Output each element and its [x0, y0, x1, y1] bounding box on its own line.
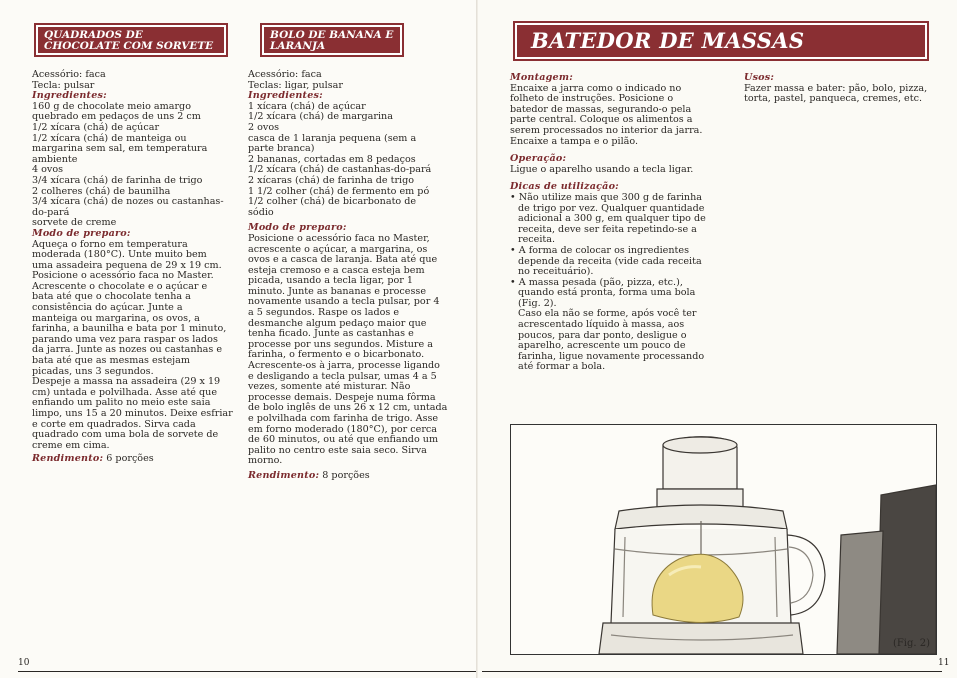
method-line: Aqueça o forno em temperatura [32, 238, 188, 250]
ingredient-line: casca de 1 laranja pequena (sem a [248, 132, 417, 144]
tip-line: depende da receita (vide cada receita [518, 255, 702, 267]
method-line: parando uma vez para raspar os lados [32, 333, 218, 345]
recipe2-yield-label: Rendimento: [248, 469, 320, 481]
recipe1-accessory: Acessório: faca [32, 69, 106, 80]
ingredient-line: 2 ovos [248, 121, 280, 133]
tip-item [510, 193, 730, 246]
method-line: farinha, o fermento e o bicarbonato. [248, 349, 425, 361]
recipe2-yield-value: 8 porções [322, 469, 370, 481]
method-line: e polvilhada com farinha de trigo. Asse [248, 413, 439, 424]
method-line: creme em cima. [32, 439, 110, 451]
mounting-line: folheto de instruções. Posicione o [510, 93, 674, 105]
tip-line: adicional a 300 g, em qualquer tipo de [518, 213, 706, 225]
method-line: Acrescente-os à jarra, processe ligando [248, 360, 440, 372]
right-bottom-rule [482, 671, 942, 672]
method-line: tenha ficado. Junte as castanhas e [248, 328, 414, 340]
recipe1-key: Tecla: pulsar [32, 79, 95, 91]
tip-line: até formar a bola. [518, 361, 606, 373]
bullet-icon: • [510, 191, 519, 203]
method-line: acrescente o açúcar, a margarina, os [248, 243, 428, 255]
ingredient-line: parte branca) [248, 143, 315, 155]
method-line: de 60 minutos, ou até que enfiando um [248, 434, 439, 446]
method-line: moderada (180°C). Unte muito bem [32, 249, 207, 261]
method-line: de bolo inglês de uns 26 x 12 cm, untada [248, 402, 448, 414]
method-line: picada, usando a tecla ligar, por 1 [248, 275, 414, 287]
tip-line: farinha, ligue novamente processando [518, 350, 705, 362]
tip-line: aparelho, acrescente um pouco de [518, 340, 686, 352]
method-line: em forno moderado (180°C), por cerca [248, 423, 438, 435]
recipe2-title-line2: LARANJA [270, 40, 326, 52]
ingredient-line: do-pará [32, 206, 70, 218]
bullet-icon: • [510, 244, 519, 256]
method-line: esteja cremoso e a casca esteja bem [248, 264, 425, 276]
method-line: Posicione o acessório faca no Master, [248, 232, 430, 244]
ingredient-line: ambiente [32, 153, 78, 165]
method-line: a 5 segundos. Raspe os lados e [248, 307, 400, 319]
method-line: minuto. Junte as bananas e processe [248, 285, 426, 297]
recipe2-ingredients-list [248, 102, 460, 219]
operation-line: Ligue o aparelho usando a tecla ligar. [510, 163, 694, 175]
method-line: quadrado com uma bola de sorvete de [32, 429, 219, 441]
method-line: manteiga ou margarina, os ovos, a [32, 312, 200, 324]
mounting-line: Encaixe a jarra como o indicado no [510, 82, 682, 94]
method-line: da jarra. Junte as nozes ou castanhas e [32, 344, 223, 356]
ingredient-line: 2 xícaras (chá) de farinha de trigo [248, 174, 415, 186]
recipe1-title-line2: CHOCOLATE COM SORVETE [44, 40, 214, 52]
page-number-left: 10 [18, 658, 30, 668]
ingredient-line: quebrado em pedaços de uns 2 cm [32, 111, 201, 123]
tip-line: receita. [518, 234, 556, 246]
ingredient-line: 4 ovos [32, 164, 64, 176]
recipe1-title-line1: QUADRADOS DE [44, 29, 143, 41]
method-line: vezes, somente até misturar. Não [248, 381, 411, 393]
figure-food-processor [510, 424, 937, 655]
recipe1-ingredients-list [32, 102, 237, 229]
method-line: morno. [248, 455, 283, 467]
ingredient-line: 1/2 colher (chá) de bicarbonato de [248, 196, 417, 208]
method-line: e corte em quadrados. Sirva cada [32, 418, 196, 430]
recipe2-accessory: Acessório: faca [248, 69, 322, 80]
recipe2-column [248, 70, 460, 482]
uses-heading: Usos: [744, 72, 775, 83]
mounting-text [510, 84, 730, 148]
recipe1-yield [32, 454, 237, 465]
tip-item [510, 278, 730, 373]
recipe1-method-heading: Modo de preparo: [32, 227, 131, 239]
method-line: consistência do açúcar. Junte a [32, 302, 183, 314]
instructions-column [510, 73, 730, 373]
recipe2-method-text [248, 234, 460, 467]
method-line: novamente usando a tecla pulsar, por 4 [248, 296, 440, 308]
page-number-right: 11 [938, 658, 950, 668]
uses-column [744, 73, 949, 105]
bullet-icon: • [510, 276, 519, 288]
recipe2-yield [248, 471, 460, 482]
ingredient-line: 2 colheres (chá) de baunilha [32, 185, 171, 197]
ingredient-line: sorvete de creme [32, 217, 117, 229]
section-banner: BATEDOR DE MASSAS [515, 23, 927, 59]
method-line: processe demais. Despeje numa fôrma [248, 391, 436, 403]
method-line: processe por uns segundos. Misture a [248, 338, 433, 350]
mounting-line: serem processados no interior da jarra. [510, 124, 703, 136]
ingredient-line: 1/2 xícara (chá) de castanhas-do-pará [248, 164, 432, 176]
left-page [0, 0, 478, 678]
left-bottom-rule [18, 671, 476, 672]
method-line: enfiando um palito no meio este saia [32, 397, 211, 409]
method-line: desmanche algum pedaço maior que [248, 317, 427, 329]
ingredient-line: 1 1/2 colher (chá) de fermento em pó [248, 185, 430, 197]
tip-line: de trigo por vez. Qualquer quantidade [518, 202, 705, 214]
tip-line: Não utilize mais que 300 g de farinha [518, 191, 703, 203]
mounting-heading: Montagem: [510, 72, 573, 83]
recipe1-ingredients-heading: Ingredientes: [32, 90, 107, 102]
method-line: farinha, a baunilha e bata por 1 minuto, [32, 323, 227, 335]
tip-item [510, 246, 730, 278]
tip-line: receita, deve ser feita repetindo-se a [518, 223, 697, 235]
uses-line: torta, pastel, panqueca, cremes, etc. [744, 93, 922, 105]
ingredient-line: 1/2 xícara (chá) de margarina [248, 111, 393, 123]
tip-line: poucos, para dar ponto, desligue o [518, 329, 687, 341]
recipe2-keys: Teclas: ligar, pulsar [248, 79, 343, 91]
ingredient-line: 1/2 xícara (chá) de manteiga ou [32, 132, 187, 144]
method-line: uma assadeira pequena de 29 x 19 cm. [32, 259, 222, 271]
tips-list [510, 193, 730, 373]
uses-line: Fazer massa e bater: pão, bolo, pizza, [744, 82, 928, 94]
mounting-line: batedor de massas, segurando-o pela [510, 103, 692, 115]
mounting-line: Encaixe a tampa e o pilão. [510, 135, 639, 147]
method-line: Acrescente o chocolate e o açúcar e [32, 280, 208, 292]
figure-caption: (Fig. 2) [892, 638, 930, 649]
recipe1-column [32, 70, 237, 465]
recipe1-yield-label: Rendimento: [32, 453, 104, 465]
recipe2-title-line1: BOLO DE BANANA E [270, 29, 394, 41]
ingredient-line: 2 bananas, cortadas em 8 pedaços [248, 153, 416, 165]
tip-line: A massa pesada (pão, pizza, etc.), [518, 276, 683, 288]
method-line: palito no centro este saia seco. Sirva [248, 444, 427, 456]
ingredient-line: 3/4 xícara (chá) de farinha de trigo [32, 174, 203, 186]
recipe1-yield-value: 6 porções [106, 453, 154, 465]
tip-line: quando está pronta, forma uma bola [518, 287, 696, 299]
food-processor-illustration [511, 425, 936, 654]
method-line: bata até que o chocolate tenha a [32, 291, 191, 303]
method-line: cm) untada e polvilhada. Asse até que [32, 386, 218, 398]
recipe2-method-heading: Modo de preparo: [248, 222, 347, 234]
tip-line: A forma de colocar os ingredientes [518, 244, 689, 256]
tips-heading: Dicas de utilização: [510, 181, 619, 193]
operation-heading: Operação: [510, 153, 567, 165]
method-line: ovos e a casca de laranja. Bata até que [248, 254, 438, 266]
tip-line: Caso ela não se forme, após você ter [518, 308, 697, 320]
method-line: Posicione o acessório faca no Master. [32, 270, 214, 282]
mounting-line: parte central. Coloque os alimentos a [510, 114, 693, 126]
recipe2-ingredients-heading: Ingredientes: [248, 90, 323, 102]
method-line: e desligando a tecla pulsar, umas 4 a 5 [248, 370, 437, 382]
tip-line: acrescentado líquido à massa, aos [518, 319, 685, 331]
method-line: picadas, uns 3 segundos. [32, 365, 154, 377]
tip-line: (Fig. 2). [518, 297, 557, 309]
ingredient-line: 3/4 xícara (chá) de nozes ou castanhas- [32, 196, 224, 208]
right-page [478, 0, 957, 678]
ingredient-line: 160 g de chocolate meio amargo [32, 100, 191, 112]
ingredient-line: 1/2 xícara (chá) de açúcar [32, 121, 160, 133]
ingredient-line: margarina sem sal, em temperatura [32, 143, 208, 155]
method-line: Despeje a massa na assadeira (29 x 19 [32, 376, 221, 388]
tip-line: no receituário). [518, 266, 594, 278]
method-line: limpo, uns 15 a 20 minutos. Deixe esfriar [32, 408, 233, 419]
ingredient-line: sódio [248, 206, 274, 218]
recipe1-banner [36, 25, 226, 55]
ingredient-line: 1 xícara (chá) de açúcar [248, 100, 366, 112]
method-line: bata até que as mesmas estejam [32, 355, 190, 367]
recipe1-method-text [32, 240, 237, 452]
recipe2-banner [262, 25, 402, 55]
